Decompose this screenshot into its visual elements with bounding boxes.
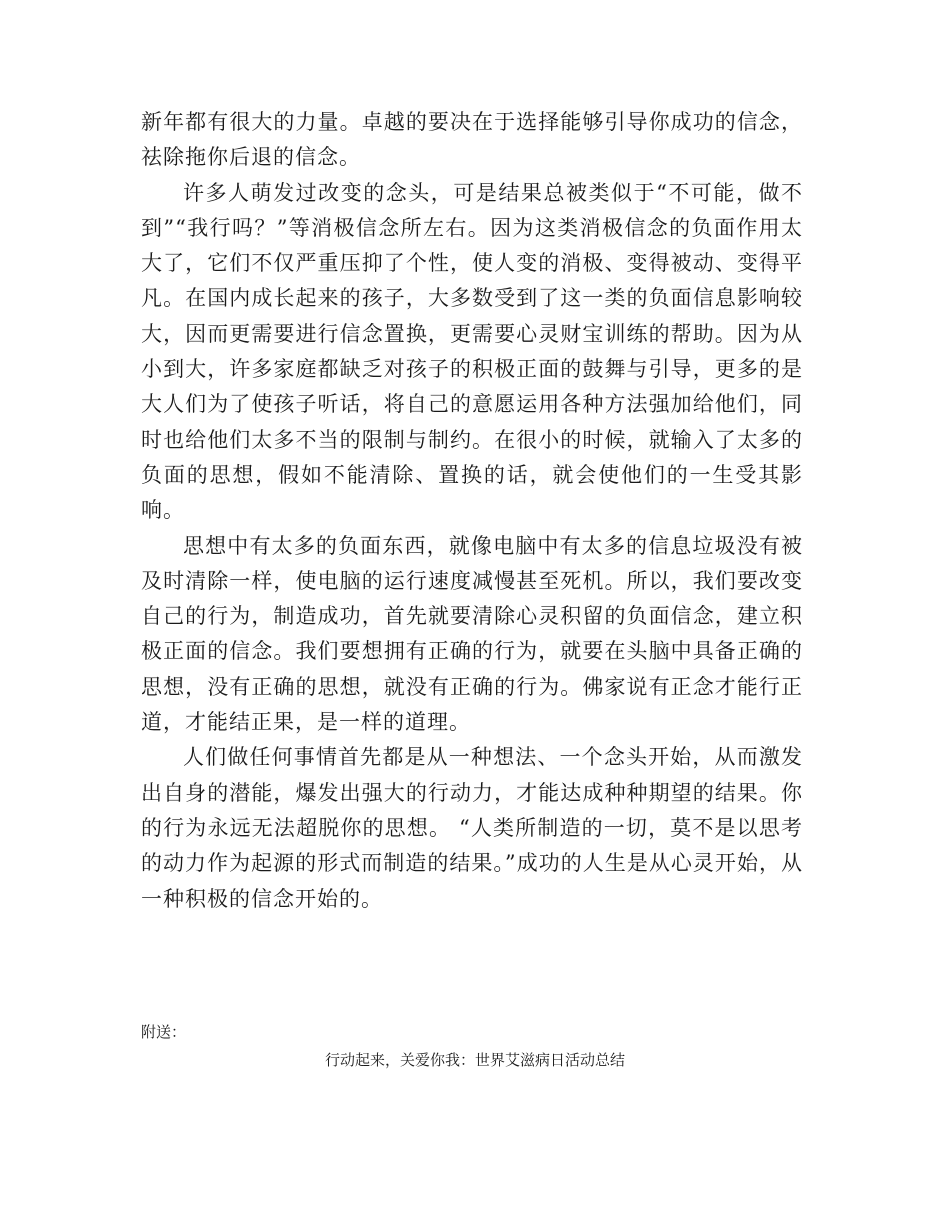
paragraph-2: 许多人萌发过改变的念头，可是结果总被类似于“不可能，做不到”“我行吗？”等消极信念所左右。因为这类消极信念的负面作用太大了，它们不仅严重压抑了个性，使人变的消极、变得被动、变得平凡。在国内成长起来的孩子，大多数受到了这一类的负面信息影响较大，因而更需要进行信念置换，更需要心灵财宝训练的帮助。因为从小到大，许多家庭都缺乏对孩子的积极正面的鼓舞与引导，更多的是大人们为了使孩子听话，将自己的意愿运用各种方法强加给他们，同时也给他们太多不当的限制与制约。在很小的时候，就输入了太多的负面的思想，假如不能清除、置换的话，就会使他们的一生受其影响。	[141, 180, 803, 523]
paragraph-3: 思想中有太多的负面东西，就像电脑中有太多的信息垃圾没有被及时清除一样，使电脑的运行速度减慢甚至死机。所以，我们要改变自己的行为，制造成功，首先就要清除心灵积留的负面信念，建立积极正面的信念。我们要想拥有正确的行为，就要在头脑中具备正确的思想，没有正确的思想，就没有正确的行为。佛家说有正念才能行正道，才能结正果，是一样的道理。	[141, 533, 803, 735]
paragraph-4: 人们做任何事情首先都是从一种想法、一个念头开始，从而激发出自身的潜能，爆发出强大的行动力，才能达成种种期望的结果。你的行为永远无法超脱你的思想。 “人类所制造的一切，莫不是以思考的动力作为起源的形式而制造的结果。”成功的人生是从心灵开始，从一种积极的信念开始的。	[141, 745, 803, 911]
appendix-label: 附送：	[141, 1023, 187, 1041]
appendix-title: 行动起来，关爱你我：世界艾滋病日活动总结	[324, 1051, 625, 1069]
paragraph-1: 新年都有很大的力量。卓越的要决在于选择能够引导你成功的信念，祛除拖你后退的信念。	[141, 110, 803, 170]
article-body	[141, 105, 803, 917]
